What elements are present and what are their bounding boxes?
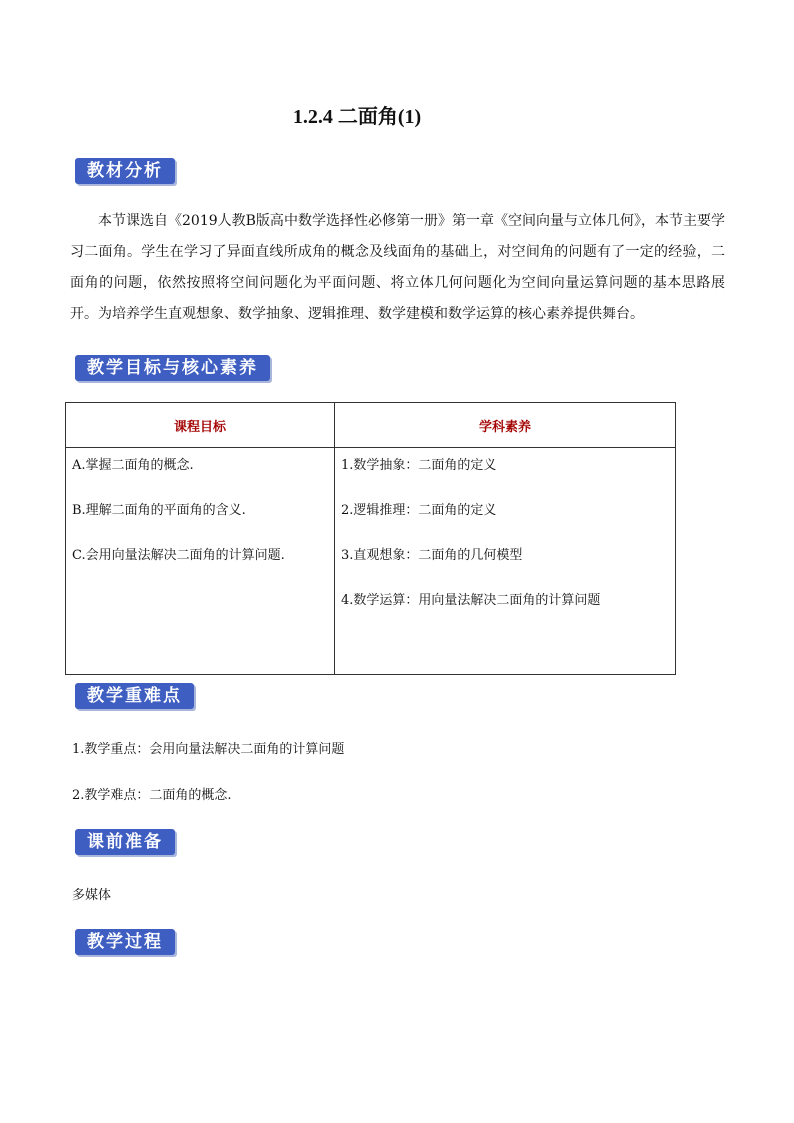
literacy-item: 4.数学运算：用向量法解决二面角的计算问题 xyxy=(341,593,601,608)
section-heading-analysis: 教材分析 xyxy=(75,158,175,184)
table-header-goals: 课程目标 xyxy=(66,403,335,448)
key-point-item: 2.教学难点：二面角的概念. xyxy=(72,788,232,803)
literacy-item: 3.直观想象：二面角的几何模型 xyxy=(341,548,523,563)
objectives-table xyxy=(65,402,676,675)
page-title: 1.2.4 二面角(1) xyxy=(292,106,422,128)
table-header-literacy: 学科素养 xyxy=(335,403,676,448)
preparation-text: 多媒体 xyxy=(72,888,112,903)
analysis-paragraph: 本节课选自《2019人教B版高中数学选择性必修第一册》第一章《空间向量与立体几何》，本节主要学习二面角。学生在学习了异面直线所成角的概念及线面角的基础上，对空间角的问题有了一定的经验，二面角的问题，依然按照将空间问题化为平面问题、将立体几何问题化为空间向量运算问题的基本思路展开。为培养学生直观想象、数学抽象、逻辑推理、数学建模和数学运算的核心素养提供舞台。 xyxy=(70,213,725,322)
literacy-item: 2.逻辑推理：二面角的定义 xyxy=(341,503,497,518)
key-point-item: 1.教学重点：会用向量法解决二面角的计算问题 xyxy=(72,742,345,757)
goals-cell xyxy=(66,448,335,675)
section-heading-process: 教学过程 xyxy=(75,929,175,955)
literacy-item: 1.数学抽象：二面角的定义 xyxy=(341,458,497,473)
goal-item: B.理解二面角的平面角的含义. xyxy=(72,503,246,518)
section-heading-objectives: 教学目标与核心素养 xyxy=(75,355,270,381)
section-heading-preparation: 课前准备 xyxy=(75,829,175,855)
goal-item: A.掌握二面角的概念. xyxy=(72,458,194,473)
goal-item: C.会用向量法解决二面角的计算问题. xyxy=(72,548,285,563)
section-heading-key-points: 教学重难点 xyxy=(75,683,194,709)
literacy-cell xyxy=(335,448,676,675)
